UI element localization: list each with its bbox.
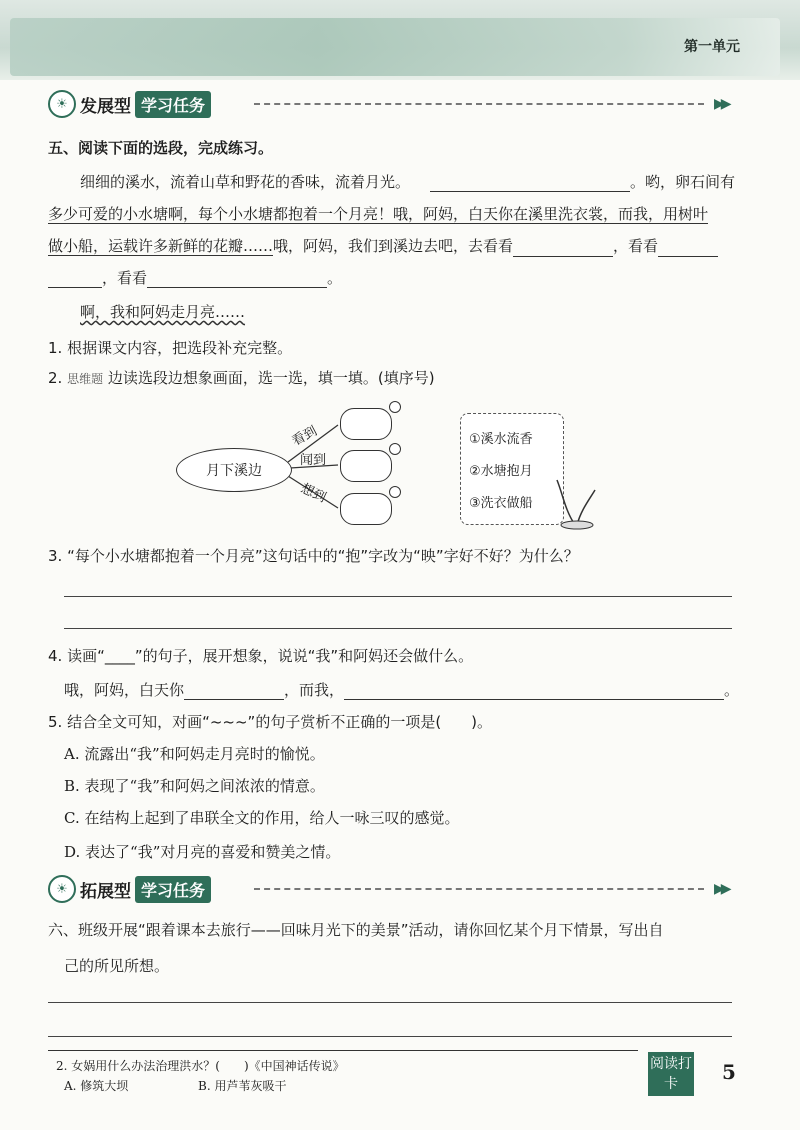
answer-cloud-2[interactable] <box>340 450 392 482</box>
footer-question: 2. 女娲用什么办法治理洪水？( )《中国神话传说》 <box>56 1059 345 1073</box>
passage-line-2: 多少可爱的小水塘啊，每个小水塘都抱着一个月亮！哦，阿妈，白天你在溪里洗衣裳，而我，用树叶 <box>48 205 709 223</box>
footer-option-b: B. 用芦苇灰吸干 <box>198 1079 287 1093</box>
choice-c[interactable]: C. 在结构上起到了串联全文的作用，给人一咏三叹的感觉。 <box>64 809 460 827</box>
blank-6[interactable] <box>344 683 724 700</box>
answer-line[interactable] <box>64 628 732 629</box>
page-number: 5 <box>722 1060 736 1084</box>
passage-line-5: 啊，我和阿妈走月亮…… <box>80 303 246 321</box>
choice-d[interactable]: D. 表达了“我”对月亮的喜爱和赞美之情。 <box>64 843 341 861</box>
passage-line-1: 细细的溪水，流着山草和野花的香味，流着月光。 。哟，卵石间有 <box>80 173 736 191</box>
option-2: ②水塘抱月 <box>469 464 533 479</box>
answer-line[interactable] <box>48 1036 732 1037</box>
answer-cloud-3[interactable] <box>340 493 392 525</box>
lightbulb-icon: ☀ <box>48 875 76 903</box>
footer-divider <box>48 1050 638 1051</box>
thinking-tag: 思维题 <box>67 372 104 386</box>
lightbulb-icon: ☀ <box>48 90 76 118</box>
sub-question-4: 4. 读画“____”的句子，展开想象，说说“我”和阿妈还会做什么。 <box>48 647 474 665</box>
map-center: 月下溪边 <box>176 448 292 492</box>
footer-option-a: A. 修筑大坝 <box>64 1079 129 1093</box>
question-6-line-1: 六、班级开展“跟着课本去旅行——回味月光下的美景”活动，请你回忆某个月下情景，写出自 <box>48 921 664 939</box>
choice-b[interactable]: B. 表现了“我”和阿妈之间浓浓的情意。 <box>64 777 325 795</box>
arrow-icon: ▶▶ <box>714 881 728 897</box>
map-label-see: 看到 <box>289 423 320 450</box>
arrow-icon: ▶▶ <box>714 96 728 112</box>
passage-line-4: ，看看 。 <box>48 268 342 288</box>
sub-question-1: 1. 根据课文内容，把选段补充完整。 <box>48 339 293 357</box>
sub-question-2: 2. 思维题 边读选段边想象画面，选一选，填一填。(填序号) <box>48 369 435 387</box>
passage-line-3: 做小船，运载许多新鲜的花瓣……哦，阿妈，我们到溪边去吧，去看看 ，看看 <box>48 236 718 257</box>
sub-question-4-fill: 哦，阿妈，白天你 ，而我， 。 <box>64 681 740 699</box>
section-heading-extension: ☀ 拓展型 学习任务 ▶▶ <box>48 875 211 903</box>
answer-line[interactable] <box>64 596 732 597</box>
question-6-line-2: 己的所见所想。 <box>64 957 170 975</box>
blank-5[interactable] <box>184 683 284 700</box>
reading-checkin-tag: 阅读打卡 <box>648 1052 694 1096</box>
plant-icon <box>555 470 600 530</box>
sub-question-5: 5. 结合全文可知，对画“~~~”的句子赏析不正确的一项是( )。 <box>48 713 493 731</box>
choice-a[interactable]: A. 流露出“我”和阿妈走月亮时的愉悦。 <box>64 745 325 763</box>
unit-label: 第一单元 <box>684 39 740 55</box>
option-1: ①溪水流香 <box>469 432 533 447</box>
answer-line[interactable] <box>48 1002 732 1003</box>
option-3: ③洗衣做船 <box>469 496 533 511</box>
question-5-title: 五、阅读下面的选段，完成练习。 <box>48 139 274 157</box>
map-label-think: 想到 <box>298 481 329 506</box>
section-heading-development: ☀ 发展型 学习任务 ▶▶ <box>48 90 211 118</box>
map-label-smell: 闻到 <box>300 453 327 468</box>
options-box <box>460 413 564 525</box>
answer-cloud-1[interactable] <box>340 408 392 440</box>
sub-question-3: 3. “每个小水塘都抱着一个月亮”这句话中的“抱”字改为“映”字好不好？为什么？ <box>48 547 579 565</box>
